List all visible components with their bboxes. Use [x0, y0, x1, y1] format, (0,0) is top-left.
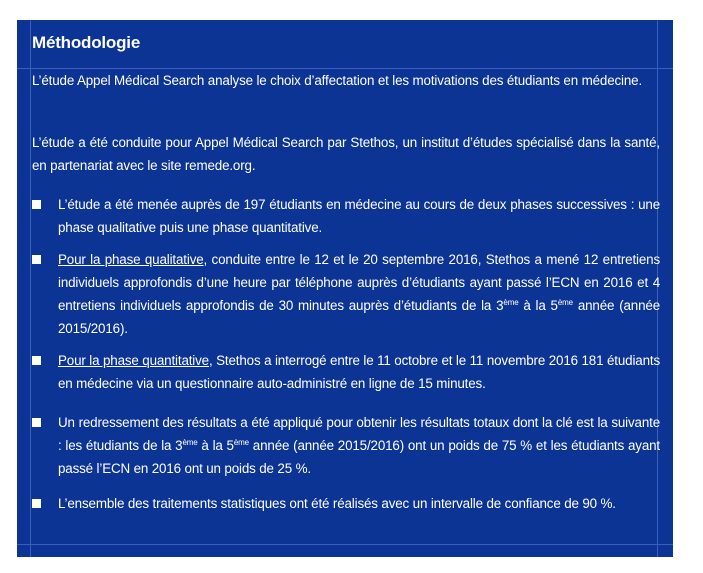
- underlined-label: Pour la phase quantitative: [58, 353, 209, 368]
- bullet-item-confidence: [32, 492, 660, 515]
- bullet-text: L’étude a été menée auprès de 197 étudiants en médecine au cours de deux phases successives : une phase qualitative puis une phase quantitative.: [58, 197, 660, 235]
- square-bullet-icon: [32, 418, 41, 427]
- bullet-item-weighting: [32, 411, 660, 480]
- bullet-item-quantitative: [32, 349, 660, 395]
- bullet-text: L’ensemble des traitements statistiques ont été réalisés avec un intervalle de confiance de 90 %.: [58, 496, 616, 511]
- underlined-label: Pour la phase qualitative: [58, 252, 204, 267]
- bullet-text: Un redressement des résultats a été appliqué pour obtenir les résultats totaux dont la clé est la suivante : les étudiants de la 3ème à la 5ème année (année 2015/2016) ont un poids de 75 % et les étudiants ayant passé l’ECN en 2016 ont un poids de 25 %.: [58, 415, 660, 476]
- section-title: Méthodologie: [32, 33, 141, 52]
- bullet-item-qualitative: [32, 248, 660, 340]
- square-bullet-icon: [32, 356, 41, 365]
- square-bullet-icon: [32, 255, 41, 264]
- intro-paragraph-2: L’étude a été conduite pour Appel Médical Search par Stethos, un institut d’études spécialisé dans la santé, en partenariat avec le site remede.org.: [32, 135, 660, 173]
- intro-paragraph-1: L’étude Appel Médical Search analyse le choix d’affectation et les motivations des étudiants en médecine.: [32, 73, 643, 88]
- square-bullet-icon: [32, 499, 41, 508]
- bullet-text: Pour la phase quantitative, Stethos a interrogé entre le 11 octobre et le 11 novembre 2016 181 étudiants en médecine via un questionnaire auto-administré en ligne de 15 minutes.: [58, 353, 660, 391]
- bullet-item-sample: [32, 193, 660, 239]
- square-bullet-icon: [32, 200, 41, 209]
- methodology-panel: [17, 20, 673, 557]
- bullet-text: Pour la phase qualitative, conduite entre le 12 et le 20 septembre 2016, Stethos a mené 12 entretiens individuels approfondis d’une heure par téléphone auprès d’étudiants ayant passé l’ECN en 2016 et 4 entretiens individuels approfondis de 30 minutes auprès d’étudiants de la 3ème à la 5ème année (année 2015/2016).: [58, 252, 660, 336]
